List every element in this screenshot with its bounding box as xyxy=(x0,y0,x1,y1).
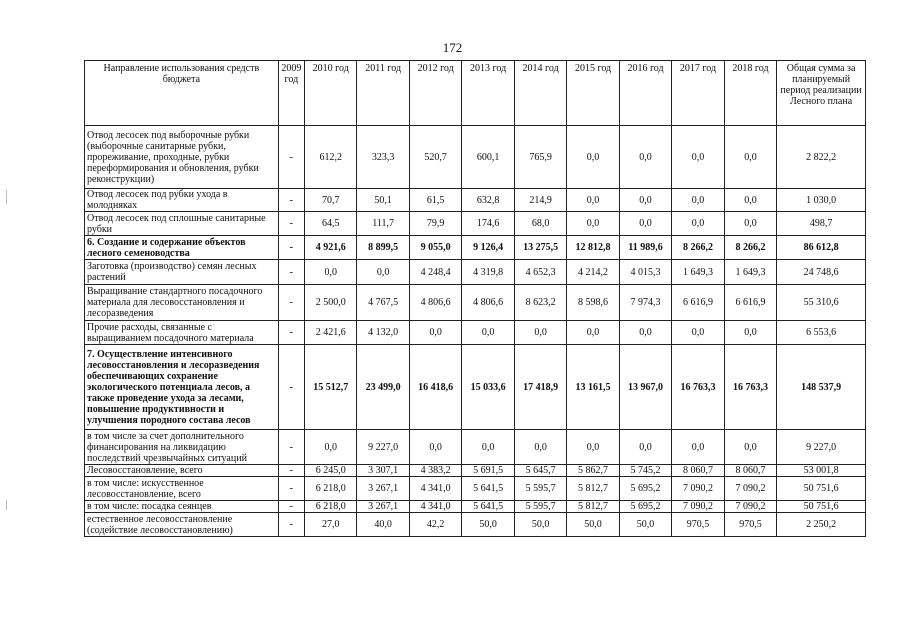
row-label: Прочие расходы, связанные с выращиванием посадочного материала xyxy=(85,321,279,345)
row-label: 7. Осуществление интенсивного лесовосстановления и лесоразведения обеспечивающих сохранение экологического потенциала лесов, а также проведение ухода за лесами, повышение продуктивности и улучшения породного состава лесов xyxy=(85,345,279,430)
header-year: 2016 год xyxy=(619,61,671,126)
table-row xyxy=(85,126,866,189)
cell-value: 5 695,2 xyxy=(619,501,671,513)
cell-value: 4 341,0 xyxy=(409,477,461,501)
cell-value: 8 623,2 xyxy=(514,285,566,321)
cell-value: 4 015,3 xyxy=(619,260,671,285)
table-row xyxy=(85,260,866,285)
cell-value: 17 418,9 xyxy=(514,345,566,430)
cell-value: 4 767,5 xyxy=(357,285,409,321)
cell-value: - xyxy=(278,126,304,189)
left-margin-mark xyxy=(6,500,7,510)
cell-value: 0,0 xyxy=(724,212,776,236)
row-total: 24 748,6 xyxy=(777,260,866,285)
cell-value: 0,0 xyxy=(672,430,724,465)
row-total: 6 553,6 xyxy=(777,321,866,345)
row-label: Отвод лесосек под рубки ухода в молодняках xyxy=(85,189,279,212)
cell-value: 6 616,9 xyxy=(724,285,776,321)
cell-value: 4 806,6 xyxy=(409,285,461,321)
cell-value: 0,0 xyxy=(567,430,619,465)
cell-value: 3 267,1 xyxy=(357,501,409,513)
cell-value: 50,1 xyxy=(357,189,409,212)
header-direction: Направление использования средств бюджета xyxy=(85,61,279,126)
cell-value: 68,0 xyxy=(514,212,566,236)
cell-value: 612,2 xyxy=(304,126,356,189)
row-total: 86 612,8 xyxy=(777,236,866,260)
cell-value: 5 812,7 xyxy=(567,477,619,501)
table-row xyxy=(85,321,866,345)
row-label: в том числе: искусственное лесовосстановление, всего xyxy=(85,477,279,501)
cell-value: 0,0 xyxy=(619,189,671,212)
header-year: 2009 год xyxy=(278,61,304,126)
cell-value: 4 319,8 xyxy=(462,260,514,285)
row-total: 148 537,9 xyxy=(777,345,866,430)
cell-value: 0,0 xyxy=(567,321,619,345)
cell-value: 111,7 xyxy=(357,212,409,236)
cell-value: 9 126,4 xyxy=(462,236,514,260)
cell-value: 23 499,0 xyxy=(357,345,409,430)
page-number: 172 xyxy=(442,40,463,55)
cell-value: - xyxy=(278,465,304,477)
cell-value: 323,3 xyxy=(357,126,409,189)
cell-value: - xyxy=(278,345,304,430)
cell-value: 2 421,6 xyxy=(304,321,356,345)
cell-value: 3 267,1 xyxy=(357,477,409,501)
row-label: Выращивание стандартного посадочного материала для лесовосстановления и лесоразведения xyxy=(85,285,279,321)
cell-value: 40,0 xyxy=(357,513,409,537)
header-year: 2015 год xyxy=(567,61,619,126)
cell-value: - xyxy=(278,189,304,212)
cell-value: 970,5 xyxy=(724,513,776,537)
header-year: 2013 год xyxy=(462,61,514,126)
cell-value: 7 090,2 xyxy=(724,501,776,513)
row-total: 498,7 xyxy=(777,212,866,236)
cell-value: 15 033,6 xyxy=(462,345,514,430)
table-row xyxy=(85,477,866,501)
row-total: 9 227,0 xyxy=(777,430,866,465)
cell-value: 7 090,2 xyxy=(672,477,724,501)
cell-value: 0,0 xyxy=(514,321,566,345)
cell-value: 5 695,2 xyxy=(619,477,671,501)
cell-value: 12 812,8 xyxy=(567,236,619,260)
header-row xyxy=(85,61,866,126)
cell-value: 50,0 xyxy=(514,513,566,537)
cell-value: 16 763,3 xyxy=(672,345,724,430)
cell-value: 6 245,0 xyxy=(304,465,356,477)
cell-value: 0,0 xyxy=(357,260,409,285)
cell-value: 2 500,0 xyxy=(304,285,356,321)
cell-value: - xyxy=(278,513,304,537)
cell-value: 13 967,0 xyxy=(619,345,671,430)
row-label: естественное лесовосстановление (содействие лесовосстановлению) xyxy=(85,513,279,537)
cell-value: 42,2 xyxy=(409,513,461,537)
cell-value: 64,5 xyxy=(304,212,356,236)
row-label: Отвод лесосек под выборочные рубки (выборочные санитарные рубки, прореживание, проходные, рубки переформирования и обновления, рубки реконструкции) xyxy=(85,126,279,189)
cell-value: 0,0 xyxy=(409,430,461,465)
row-total: 2 250,2 xyxy=(777,513,866,537)
header-year: 2014 год xyxy=(514,61,566,126)
cell-value: 15 512,7 xyxy=(304,345,356,430)
left-margin-mark xyxy=(6,190,7,204)
cell-value: 4 248,4 xyxy=(409,260,461,285)
cell-value: 7 974,3 xyxy=(619,285,671,321)
cell-value: 0,0 xyxy=(567,126,619,189)
cell-value: 0,0 xyxy=(724,126,776,189)
cell-value: 600,1 xyxy=(462,126,514,189)
budget-table xyxy=(84,60,866,537)
cell-value: 50,0 xyxy=(462,513,514,537)
cell-value: 13 275,5 xyxy=(514,236,566,260)
row-total: 50 751,6 xyxy=(777,477,866,501)
row-total: 55 310,6 xyxy=(777,285,866,321)
cell-value: 0,0 xyxy=(514,430,566,465)
table-row xyxy=(85,501,866,513)
cell-value: 0,0 xyxy=(672,212,724,236)
header-total: Общая сумма за планируемый период реализации Лесного плана xyxy=(777,61,866,126)
cell-value: 6 218,0 xyxy=(304,477,356,501)
cell-value: 0,0 xyxy=(304,260,356,285)
cell-value: 61,5 xyxy=(409,189,461,212)
cell-value: 9 055,0 xyxy=(409,236,461,260)
cell-value: 8 899,5 xyxy=(357,236,409,260)
row-total: 2 822,2 xyxy=(777,126,866,189)
cell-value: 4 806,6 xyxy=(462,285,514,321)
cell-value: 4 132,0 xyxy=(357,321,409,345)
table-row xyxy=(85,285,866,321)
cell-value: - xyxy=(278,236,304,260)
table-row xyxy=(85,236,866,260)
cell-value: 7 090,2 xyxy=(672,501,724,513)
cell-value: 5 595,7 xyxy=(514,477,566,501)
row-label: в том числе за счет дополнительного финансирования на ликвидацию последствий чрезвычайных ситуаций xyxy=(85,430,279,465)
table-row xyxy=(85,465,866,477)
cell-value: 5 812,7 xyxy=(567,501,619,513)
header-year: 2010 год xyxy=(304,61,356,126)
cell-value: 13 161,5 xyxy=(567,345,619,430)
cell-value: 5 595,7 xyxy=(514,501,566,513)
cell-value: 8 060,7 xyxy=(672,465,724,477)
row-label: 6. Создание и содержание объектов лесного семеноводства xyxy=(85,236,279,260)
cell-value: 7 090,2 xyxy=(724,477,776,501)
cell-value: 5 645,7 xyxy=(514,465,566,477)
row-total: 53 001,8 xyxy=(777,465,866,477)
cell-value: - xyxy=(278,501,304,513)
table-row xyxy=(85,513,866,537)
cell-value: 50,0 xyxy=(567,513,619,537)
cell-value: 70,7 xyxy=(304,189,356,212)
cell-value: 0,0 xyxy=(724,189,776,212)
cell-value: 50,0 xyxy=(619,513,671,537)
cell-value: 8 060,7 xyxy=(724,465,776,477)
cell-value: 4 214,2 xyxy=(567,260,619,285)
cell-value: 8 266,2 xyxy=(724,236,776,260)
cell-value: 3 307,1 xyxy=(357,465,409,477)
row-label: Отвод лесосек под сплошные санитарные рубки xyxy=(85,212,279,236)
table-row xyxy=(85,212,866,236)
cell-value: 27,0 xyxy=(304,513,356,537)
cell-value: 0,0 xyxy=(462,321,514,345)
cell-value: - xyxy=(278,477,304,501)
cell-value: 632,8 xyxy=(462,189,514,212)
cell-value: 11 989,6 xyxy=(619,236,671,260)
cell-value: 1 649,3 xyxy=(724,260,776,285)
cell-value: 5 641,5 xyxy=(462,501,514,513)
cell-value: 5 745,2 xyxy=(619,465,671,477)
cell-value: - xyxy=(278,430,304,465)
row-label: Заготовка (производство) семян лесных растений xyxy=(85,260,279,285)
cell-value: 0,0 xyxy=(409,321,461,345)
header-year: 2018 год xyxy=(724,61,776,126)
cell-value: 0,0 xyxy=(672,321,724,345)
table-row xyxy=(85,189,866,212)
cell-value: 6 616,9 xyxy=(672,285,724,321)
cell-value: 0,0 xyxy=(619,321,671,345)
cell-value: 765,9 xyxy=(514,126,566,189)
cell-value: 6 218,0 xyxy=(304,501,356,513)
table-row xyxy=(85,345,866,430)
cell-value: 16 763,3 xyxy=(724,345,776,430)
cell-value: 1 649,3 xyxy=(672,260,724,285)
cell-value: 79,9 xyxy=(409,212,461,236)
cell-value: 5 641,5 xyxy=(462,477,514,501)
row-label: Лесовосстановление, всего xyxy=(85,465,279,477)
header-year: 2012 год xyxy=(409,61,461,126)
cell-value: 174,6 xyxy=(462,212,514,236)
cell-value: 8 266,2 xyxy=(672,236,724,260)
cell-value: 0,0 xyxy=(672,189,724,212)
table-row xyxy=(85,430,866,465)
cell-value: 0,0 xyxy=(462,430,514,465)
cell-value: 0,0 xyxy=(619,212,671,236)
cell-value: - xyxy=(278,260,304,285)
cell-value: 0,0 xyxy=(724,430,776,465)
row-label: в том числе: посадка сеянцев xyxy=(85,501,279,513)
cell-value: 5 862,7 xyxy=(567,465,619,477)
cell-value: 0,0 xyxy=(567,189,619,212)
cell-value: 16 418,6 xyxy=(409,345,461,430)
cell-value: - xyxy=(278,285,304,321)
cell-value: - xyxy=(278,321,304,345)
row-total: 1 030,0 xyxy=(777,189,866,212)
cell-value: 0,0 xyxy=(672,126,724,189)
cell-value: 4 921,6 xyxy=(304,236,356,260)
cell-value: 4 652,3 xyxy=(514,260,566,285)
table-body xyxy=(85,126,866,537)
cell-value: 0,0 xyxy=(619,126,671,189)
cell-value: 0,0 xyxy=(304,430,356,465)
cell-value: 214,9 xyxy=(514,189,566,212)
cell-value: 970,5 xyxy=(672,513,724,537)
cell-value: 4 383,2 xyxy=(409,465,461,477)
cell-value: 8 598,6 xyxy=(567,285,619,321)
cell-value: 9 227,0 xyxy=(357,430,409,465)
cell-value: 0,0 xyxy=(619,430,671,465)
row-total: 50 751,6 xyxy=(777,501,866,513)
header-year: 2011 год xyxy=(357,61,409,126)
cell-value: 0,0 xyxy=(567,212,619,236)
cell-value: 5 691,5 xyxy=(462,465,514,477)
cell-value: 4 341,0 xyxy=(409,501,461,513)
cell-value: 520,7 xyxy=(409,126,461,189)
cell-value: - xyxy=(278,212,304,236)
cell-value: 0,0 xyxy=(724,321,776,345)
header-year: 2017 год xyxy=(672,61,724,126)
